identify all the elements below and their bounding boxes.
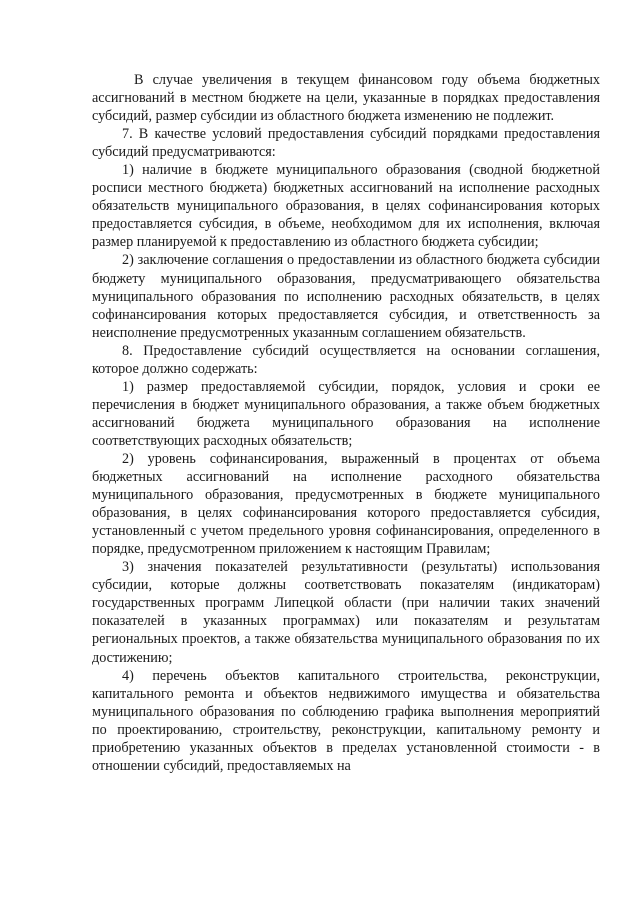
paragraph-subsidy-amount-unchanged: В случае увеличения в текущем финансовом году объема бюджетных ассигнований в местном бюджете на цели, указанные в порядках предоставления субсидий, размер субсидии из областного бюджета изменению не подлежит.	[92, 72, 600, 125]
document-body	[92, 71, 600, 775]
paragraph-item-7-1: 1) наличие в бюджете муниципального образования (сводной бюджетной росписи местного бюджета) бюджетных ассигнований на исполнение расходных обязательств муниципального образования, в целях софинансирования которых предоставляется субсидия, в объеме, необходимом для их исполнения, включая размер планируемой к предоставлению из областного бюджета субсидии;	[92, 162, 600, 251]
paragraph-item-8-3: 3) значения показателей результативности (результаты) использования субсидии, которые должны соответствовать показателям (индикаторам) государственных программ Липецкой области (при наличии таких значений показателей в указанных программах) или показателям и результатам региональных проектов, а также обязательства муниципального образования по их достижению;	[92, 559, 600, 666]
paragraph-item-8-4: 4) перечень объектов капитального строительства, реконструкции, капитального ремонта и объектов недвижимого имущества и обязательства муниципального образования по соблюдению графика выполнения мероприятий по проектированию, строительству, реконструкции, капитальному ремонту и приобретению указанных объектов в пределах установленной стоимости - в отношении субсидий, предоставляемых на	[92, 667, 600, 774]
paragraph-item-8-1: 1) размер предоставляемой субсидии, порядок, условия и сроки ее перечисления в бюджет муниципального образования, а также объем бюджетных ассигнований бюджета муниципального образования на исполнение соответствующих расходных обязательств;	[92, 378, 600, 449]
paragraph-item-7-2: 2) заключение соглашения о предоставлении из областного бюджета субсидии бюджету муниципального образования, предусматривающего обязательства муниципального образования по исполнению расходных обязательств, в целях софинансирования которых предоставляется субсидия, и ответственность за неисполнение предусмотренных указанным соглашением обязательств.	[92, 252, 600, 341]
paragraph-item-7: 7. В качестве условий предоставления субсидий порядками предоставления субсидий предусматриваются:	[92, 126, 600, 161]
paragraph-item-8-2: 2) уровень софинансирования, выраженный в процентах от объема бюджетных ассигнований на исполнение расходного обязательства муниципального образования, предусмотренных в бюджете муниципального образования, в целях софинансирования которого предоставляется субсидия, установленный с учетом предельного уровня софинансирования, определенного в порядке, предусмотренном приложением к настоящим Правилам;	[92, 450, 600, 558]
paragraph-item-8: 8. Предоставление субсидий осуществляется на основании соглашения, которое должно содержать:	[92, 342, 600, 377]
